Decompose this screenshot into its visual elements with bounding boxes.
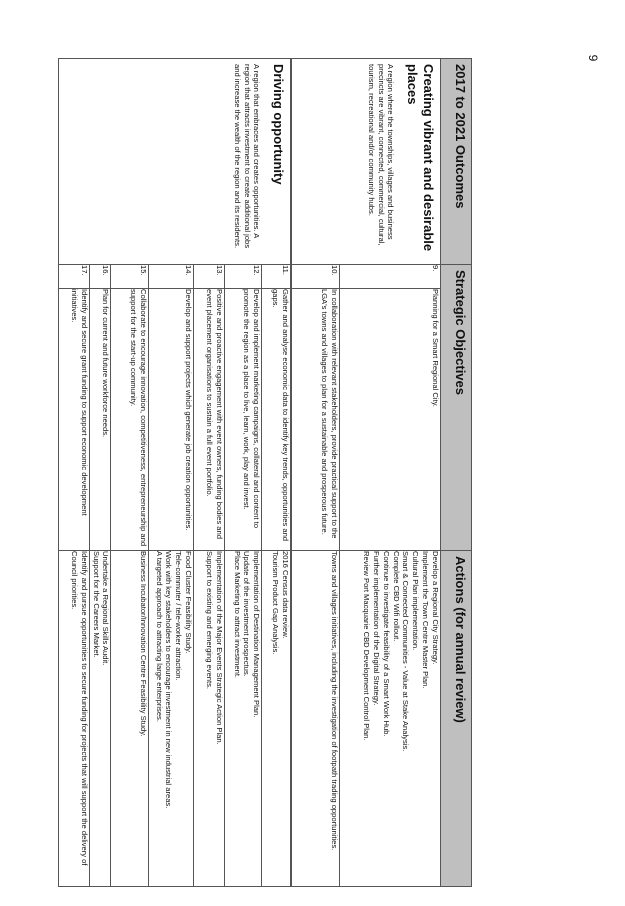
- actions-cell: [225, 551, 262, 887]
- objective-text: Planning for a Smart Regional City.: [339, 289, 440, 551]
- outcome-description: A region that embraces and creates opportunities. A region that attracts investment to create additional jobs and increase the wealth of the region and its residents.: [232, 64, 262, 249]
- action-item: Towns and villages initiatives, including the investigation of footpath trading opportunities.: [329, 551, 339, 851]
- objective-text: In collaboration with relevant stakeholders, provide practical support to the LGA's towns and villages to plan for a sustainable and prosperous future.: [291, 289, 340, 551]
- objective-number: 9.: [339, 265, 440, 289]
- action-item: Place Marketing to attract investment.: [232, 551, 242, 679]
- objective-number: 16.: [90, 265, 111, 289]
- action-item: 2016 Census data review.: [280, 551, 290, 639]
- actions-cell: [90, 551, 111, 887]
- outcome-title: Creating vibrant and desirable places: [404, 64, 436, 252]
- action-item: Tourism Product Gap Analysis.: [270, 551, 280, 655]
- objective-text: Develop and support projects which generate job creation opportunities.: [148, 289, 193, 551]
- action-item: Develop a Regional City Strategy.: [431, 551, 440, 665]
- action-item: Undertake a Regional Skills Audit.: [101, 551, 111, 666]
- table-row: [262, 59, 291, 887]
- action-item: Cultural Plan implementation.: [411, 551, 421, 651]
- action-item: Review Port Macquarie CBD Development Control Plan.: [361, 551, 371, 741]
- action-item: Update of the investment prospectus.: [242, 551, 252, 677]
- objective-text: Collaborate to encourage innovation, competitiveness, entrepreneurship and support for the start-up community.: [111, 289, 148, 551]
- outcome-cell: [291, 59, 441, 265]
- action-item: Support for the Careers Market.: [91, 551, 101, 658]
- actions-cell: [111, 551, 148, 887]
- objective-number: 10.: [291, 265, 340, 289]
- actions-cell: [59, 551, 90, 887]
- objective-text: Develop and implement marketing campaigns, collateral and content to promote the region as a place to live, learn, work, play and invest.: [225, 289, 262, 551]
- header-actions: Actions (for annual review): [441, 551, 472, 887]
- header-objectives: Strategic Objectives: [441, 265, 472, 551]
- actions-cell: [262, 551, 291, 887]
- action-item: Identify and pursue opportunities to secure funding for projects that will support the delivery of Council priorities.: [70, 551, 90, 866]
- objective-text: Gather and analyse economic data to identify key trends, opportunities and gaps.: [262, 289, 291, 551]
- actions-cell: [339, 551, 440, 887]
- objective-number: 14.: [148, 265, 193, 289]
- objective-text: Identify and secure grant funding to support economic development initiatives.: [59, 289, 90, 551]
- action-item: Complete CBD Wifi rollout.: [391, 551, 401, 642]
- outcome-description: A region where the townships, villages and business precincts are vibrant, connected, commercial, cultural, tourism, recreational and/or community hubs.: [366, 64, 396, 246]
- action-item: Tele-commuter / tele-worker attraction.: [174, 551, 184, 681]
- action-item: Implementation of Destination Management Plan.: [252, 551, 262, 718]
- outcome-title: Driving opportunity: [270, 64, 286, 185]
- action-item: Business Incubator/Innovation Centre Feasibility Study.: [138, 551, 148, 737]
- action-item: Work with key stakeholders to encourage investment in new industrial areas.: [164, 551, 174, 809]
- objective-text: Positive and proactive engagement with event owners, funding bodies and event placement organisations to sustain a full event portfolio.: [194, 289, 225, 551]
- objective-text: Plan for current and future workforce needs.: [90, 289, 111, 551]
- actions-cell: [148, 551, 193, 887]
- action-item: Implementation of the Major Events Strategic Action Plan.: [215, 551, 225, 745]
- objective-number: 15.: [111, 265, 148, 289]
- action-item: Further implementation of the Digital Strategy.: [371, 551, 381, 706]
- action-item: Support to existing and emerging events.: [205, 551, 215, 690]
- objective-number: 12.: [225, 265, 262, 289]
- strategy-table: [58, 58, 472, 887]
- table-row: [339, 59, 440, 887]
- action-item: Implement the Town Centre Master Plan.: [421, 551, 431, 689]
- outcome-cell: [59, 59, 291, 265]
- objective-number: 11.: [262, 265, 291, 289]
- action-item: Smart & Connected Communities - Value at Stake Analysis.: [401, 551, 411, 752]
- action-item: Continue to investigate feasibility of a Smart Work Hub.: [381, 551, 391, 737]
- action-item: A targeted approach to attracting large enterprises.: [154, 551, 164, 722]
- header-outcomes: 2017 to 2021 Outcomes: [441, 59, 472, 265]
- actions-cell: [291, 551, 340, 887]
- objective-number: 17.: [59, 265, 90, 289]
- rotated-table-container: [58, 58, 472, 886]
- page-number: 9: [586, 54, 600, 62]
- table-header-row: [441, 59, 472, 887]
- actions-cell: [194, 551, 225, 887]
- objective-number: 13.: [194, 265, 225, 289]
- action-item: Food Cluster Feasibility Study.: [184, 551, 194, 654]
